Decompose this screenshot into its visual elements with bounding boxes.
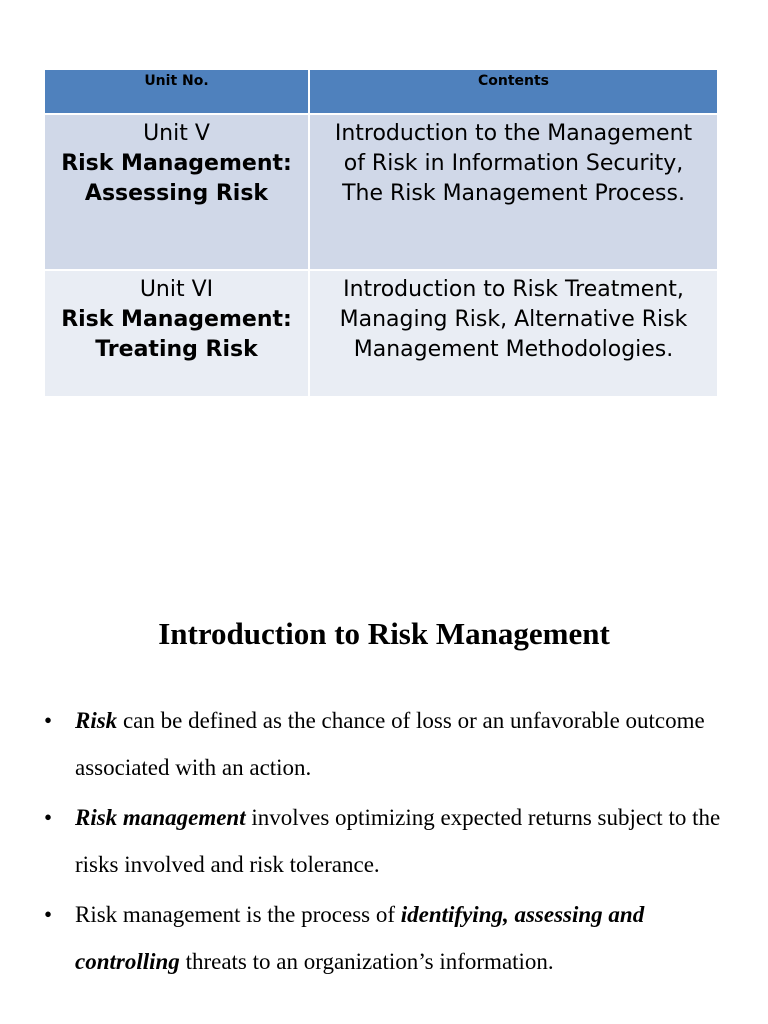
bullet-text: threats to an organization’s information. <box>179 949 554 974</box>
bullet-text: involves optimizing expected returns subject to the risks involved and risk tolerance. <box>75 805 721 877</box>
bullet-term: Risk management <box>75 805 246 830</box>
table-header-row <box>45 70 717 114</box>
bullet-icon: • <box>44 805 53 830</box>
bullet-list <box>44 697 724 988</box>
section-heading: Introduction to Risk Management <box>158 616 610 651</box>
unit-title-line1: Risk Management: <box>61 151 292 176</box>
bullet-icon: • <box>44 708 53 733</box>
syllabus-table <box>45 70 717 396</box>
header-contents: Contents <box>309 70 717 114</box>
unit-title-line2: Assessing Risk <box>84 181 269 206</box>
bullet-icon: • <box>44 902 53 927</box>
unit-cell <box>45 114 309 270</box>
bullet-text: can be defined as the chance of loss or an unfavorable outcome associated with an action. <box>75 708 705 780</box>
unit-number: Unit VI <box>139 277 214 302</box>
contents-cell: Introduction to the Management of Risk in Information Security, The Risk Management Process. <box>309 114 717 270</box>
bullet-term: Risk <box>75 708 118 733</box>
unit-title-line1: Risk Management: <box>61 307 292 332</box>
unit-cell <box>45 270 309 396</box>
contents-cell: Introduction to Risk Treatment, Managing Risk, Alternative Risk Management Methodologies. <box>309 270 717 396</box>
list-item <box>44 794 724 888</box>
list-item <box>44 697 724 791</box>
bullet-term: identifying, assessing and controlling <box>75 902 645 974</box>
unit-number: Unit V <box>143 121 210 146</box>
table-row <box>45 114 717 270</box>
bullet-prefix: Risk management is the process of <box>75 902 401 927</box>
unit-title-line2: Treating Risk <box>95 337 258 362</box>
header-unit-no: Unit No. <box>45 70 309 114</box>
table-row <box>45 270 717 396</box>
list-item <box>44 891 724 985</box>
